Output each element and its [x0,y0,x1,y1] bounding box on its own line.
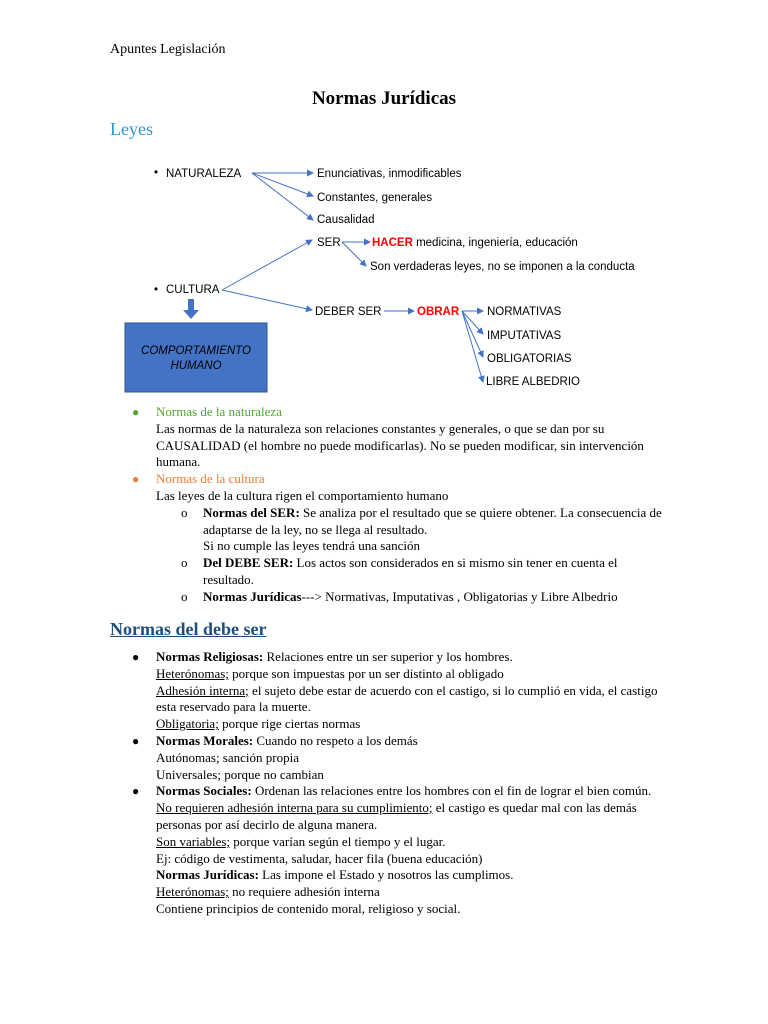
rel-bold: Normas Religiosas: [156,649,264,664]
obrar-item: OBLIGATORIAS [487,353,572,365]
soc-line: Son variables; porque varían según el tiempo y el lugar. [156,833,446,849]
jur-line: Contiene principios de contenido moral, religioso y social. [156,900,461,916]
list-item [110,404,670,471]
naturaleza-item: Causalidad [317,214,375,226]
section-heading-debe-ser: Normas del debe ser [110,619,267,639]
obrar-item: NORMATIVAS [487,306,562,318]
nat-head: Normas de la naturaleza [156,404,282,419]
page-title: Normas Jurídicas [311,88,457,109]
sub-item [110,555,670,589]
nat-text: Las normas de la naturaleza son relaciones constantes y generales, o que se dan por su CAUSALIDAD (el hombre no puede modificarlas). No se pueden modificar, sin intervención humana. [156,420,644,470]
obrar-item: LIBRE ALBEDRIO [486,376,580,388]
bullet-icon: ● [132,733,140,748]
circle-bullet-icon: o [181,555,188,571]
jur-line: Normas Jurídicas: Las impone el Estado y nosotros las cumplimos. [156,867,514,883]
list-item [110,733,670,783]
bullet-icon: ● [132,405,140,419]
rel-text: Relaciones entre un ser superior y los hombres. [263,649,513,664]
mor-text: Cuando no respeto a los demás [253,732,418,748]
hacer-line [372,237,578,249]
bullet-icon: ● [132,472,140,487]
sub-text: ---> Normativas, Imputativas , Obligatorias y Libre Albedrio [301,588,618,604]
mor-line: Universales; porque no cambian [156,766,324,782]
rel-line: Adhesión interna; el sujeto debe estar de acuerdo con el castigo, si lo cumplió en vida, el castigo esta reservado para la muerte. [156,682,658,715]
hacer-rest: medicina, ingeniería, educación [412,237,578,249]
hacer-label: HACER [372,237,413,249]
jur-line: Heterónomas; no requiere adhesión interna [156,884,380,900]
list-item [110,649,670,733]
diagram-bullet: • [154,167,159,179]
ser-note: Son verdaderas leyes, no se imponen a la conducta [370,261,635,273]
mor-bold: Normas Morales: [156,732,254,748]
cul-text: Las leyes de la cultura rigen el comportamiento humano [156,487,449,503]
obrar-item: IMPUTATIVAS [487,330,562,342]
down-arrow-icon [183,299,199,319]
circle-bullet-icon: o [181,504,188,520]
cul-head: Normas de la cultura [156,471,265,487]
debe-ser-bullets [110,649,670,918]
mor-line: Autónomas; sanción propia [156,749,299,765]
naturaleza-label: NATURALEZA [166,168,242,180]
sub-text: Los actos son considerados en si mismo sin tener en cuenta el resultado. [203,555,618,587]
sub-bold: Normas Jurídicas [203,588,302,604]
sub-bold: Normas del SER: [203,504,300,520]
comportamiento-humano-box [125,323,267,392]
bullet-icon: ● [132,784,140,799]
naturaleza-item: Constantes, generales [317,192,433,204]
sub-extra: Si no cumple las leyes tendrá una sanción [203,538,420,554]
section-heading-leyes: Leyes [110,119,153,139]
soc-text: Ordenan las relaciones entre los hombres con el fin de lograr el bien común. [251,783,652,799]
sub-bold: Del DEBE SER: [203,555,294,571]
naturaleza-item: Enunciativas, inmodificables [317,168,462,180]
box-line2: HUMANO [170,360,222,372]
soc-bold: Normas Sociales: [156,783,252,799]
list-item [110,471,670,505]
diagram-bullet: • [154,284,159,296]
ser-label: SER [317,237,341,249]
deber-ser-label: DEBER SER [315,306,382,318]
rel-line: Heterónomas; porque son impuestas por un ser distinto al obligado [156,665,504,681]
soc-line: Ej: código de vestimenta, saludar, hacer fila (buena educación) [156,850,483,866]
box-line1: COMPORTAMIENTO [141,345,251,357]
soc-line: No requieren adhesión interna para su cumplimiento; el castigo es quedar mal con las demás personas por así decirlo de alguna manera. [156,800,637,832]
sub-item [110,505,670,555]
sub-item [110,589,670,606]
rel-line: Obligatoria; porque rige ciertas normas [156,716,361,732]
bullet-icon: ● [132,650,140,664]
sub-text: Se analiza por el resultado que se quiere obtener. La consecuencia de adaptarse de la ley, no se llega al resultado. [203,504,662,537]
obrar-label: OBRAR [417,306,460,318]
leyes-bullets [110,404,670,606]
list-item [110,783,670,917]
cultura-label: CULTURA [166,284,220,296]
page-header: Apuntes Legislación [110,42,226,57]
leyes-diagram [0,150,768,400]
circle-bullet-icon: o [181,588,188,604]
